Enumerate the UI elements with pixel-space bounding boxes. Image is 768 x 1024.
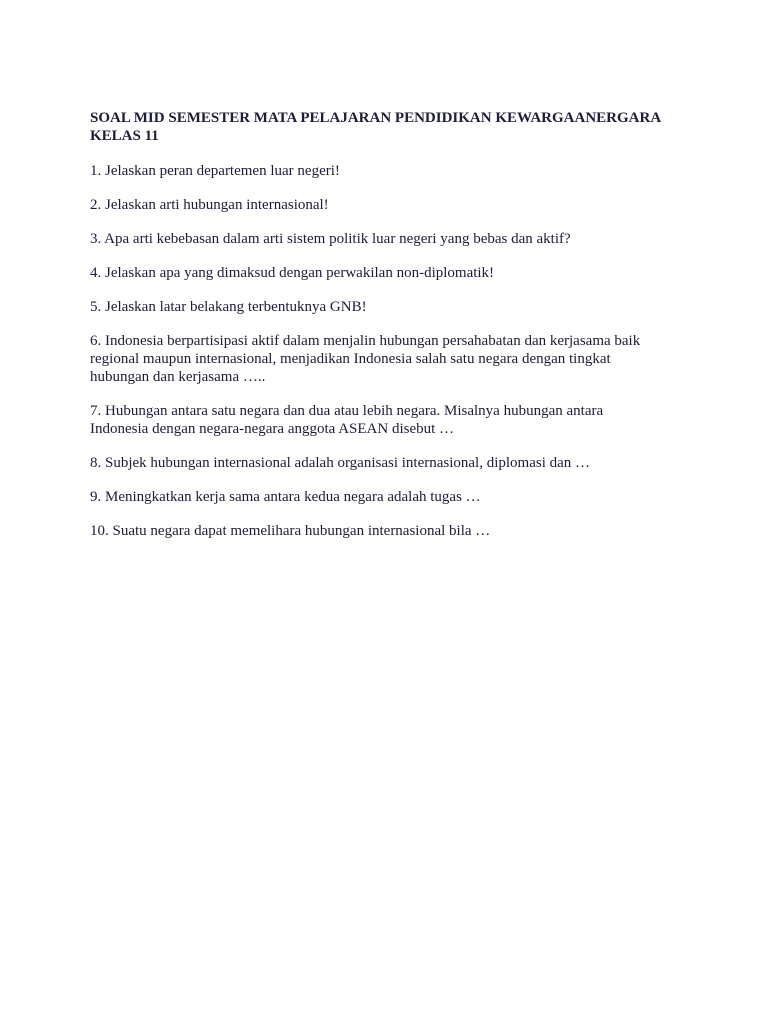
question-10: 10. Suatu negara dapat memelihara hubungan internasional bila … bbox=[90, 523, 491, 539]
question-8: 8. Subjek hubungan internasional adalah organisasi internasional, diplomasi dan … bbox=[90, 455, 591, 471]
question-1: 1. Jelaskan peran departemen luar negeri! bbox=[90, 163, 340, 179]
question-6: 6. Indonesia berpartisipasi aktif dalam menjalin hubungan persahabatan dan kerjasama baik regional maupun internasional, menjadikan Indonesia salah satu negara dengan tingkat hubungan dan kerjasama ….. bbox=[90, 333, 641, 385]
question-3: 3. Apa arti kebebasan dalam arti sistem politik luar negeri yang bebas dan aktif? bbox=[90, 231, 571, 247]
question-5: 5. Jelaskan latar belakang terbentuknya GNB! bbox=[90, 299, 367, 315]
question-2: 2. Jelaskan arti hubungan internasional! bbox=[90, 197, 329, 213]
document-title: SOAL MID SEMESTER MATA PELAJARAN PENDIDIKAN KEWARGAANERGARA KELAS 11 bbox=[90, 110, 661, 144]
question-4: 4. Jelaskan apa yang dimaksud dengan perwakilan non-diplomatik! bbox=[90, 265, 495, 281]
question-7: 7. Hubungan antara satu negara dan dua atau lebih negara. Misalnya hubungan antara Indonesia dengan negara-negara anggota ASEAN disebut … bbox=[90, 403, 604, 437]
document-page bbox=[90, 109, 690, 556]
question-9: 9. Meningkatkan kerja sama antara kedua negara adalah tugas … bbox=[90, 489, 481, 505]
